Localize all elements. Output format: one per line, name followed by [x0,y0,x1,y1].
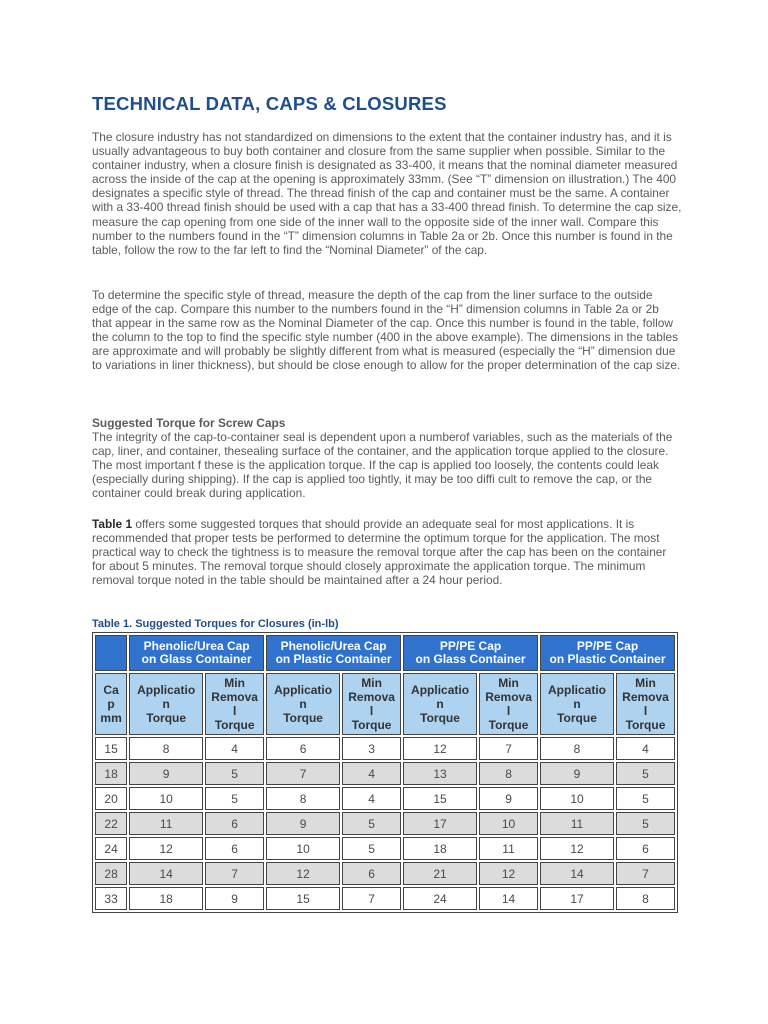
paragraph-table-intro [92,517,682,587]
table-cell: 12 [403,737,477,760]
cell-cap-size: 24 [95,837,127,860]
table-cell: 17 [403,812,477,835]
column-header-application-torque: Applicatio n Torque [540,673,614,735]
paragraph-table-intro-text: offers some suggested torques that should provide an adequate seal for most applications. It is recommended that proper tests be performed to determine the optimum torque for the application. The most practical way to check the tightness is to measure the removal torque after the cap has been on the container for about 5 minutes. The removal torque should closely approximate the application torque. The minimum removal torque noted in the table should be maintained after a 24 hour period. [92,517,667,588]
table-cell: 9 [129,762,203,785]
table-cell: 4 [342,762,401,785]
table-cell: 10 [129,787,203,810]
table-cell: 24 [403,887,477,910]
table-cell: 3 [342,737,401,760]
column-header-min-removal-torque: Min Remova l Torque [479,673,538,735]
section-heading-torque: Suggested Torque for Screw Caps [92,416,286,430]
table-cell: 5 [616,762,675,785]
group-header-pppe-plastic: PP/PE Cap on Plastic Container [540,635,675,671]
table-cell: 5 [205,762,264,785]
table-cell: 15 [266,887,340,910]
table-cell: 8 [540,737,614,760]
table-subheader-row [95,673,675,735]
table-cell: 6 [205,837,264,860]
table-cell: 4 [205,737,264,760]
table-cell: 10 [266,837,340,860]
paragraph-seal-integrity: The integrity of the cap-to-container seal is dependent upon a numberof variables, such as the materials of the cap, liner, and container, thesealing surface of the container, and the application torque applied to the closure. The most important f these is the application torque. If the cap is applied too loosely, the contents could leak (especially during shipping). If the cap is applied too tightly, it may be too diffi cult to remove the cap, or the container could break during application. [92,430,673,501]
table-cell: 9 [266,812,340,835]
table-cell: 6 [342,862,401,885]
column-header-application-torque: Applicatio n Torque [403,673,477,735]
table-cell: 5 [616,812,675,835]
page-title: TECHNICAL DATA, CAPS & CLOSURES [92,93,447,114]
table-row [95,812,675,835]
group-header-phenolic-plastic: Phenolic/Urea Cap on Plastic Container [266,635,401,671]
table-cell: 18 [403,837,477,860]
table-cell: 7 [479,737,538,760]
cell-cap-size: 22 [95,812,127,835]
table-cell: 5 [342,837,401,860]
table-cell: 7 [616,862,675,885]
table-cell: 10 [479,812,538,835]
table-cell: 11 [540,812,614,835]
table-cell: 5 [616,787,675,810]
table-cell: 6 [205,812,264,835]
table-cell: 18 [129,887,203,910]
table-reference: Table 1 [92,517,133,531]
table-row [95,787,675,810]
table-cell: 12 [266,862,340,885]
column-header-application-torque: Applicatio n Torque [129,673,203,735]
table-row [95,762,675,785]
column-header-min-removal-torque: Min Remova l Torque [616,673,675,735]
cell-cap-size: 15 [95,737,127,760]
table-cell: 8 [129,737,203,760]
column-header-cap-mm: Ca p mm [95,673,127,735]
table-body [95,737,675,910]
column-header-min-removal-torque: Min Remova l Torque [342,673,401,735]
table-cell: 8 [266,787,340,810]
table-cell: 6 [266,737,340,760]
table-cell: 9 [479,787,538,810]
table-row [95,862,675,885]
paragraph-thread-style: To determine the specific style of thread, measure the depth of the cap from the liner surface to the outside edge of the cap. Compare this number to the numbers found in the “H” dimension columns in Table 2a or 2b that appear in the same row as the Nominal Diameter of the cap. Once this number is found in the table, follow the column to the top to find the specific style number (400 in the above example). The dimensions in the tables are approximate and will probably be slightly different from what is measured (especially the “H” dimension due to variations in liner thickness), but should be close enough to allow for the proper determination of the cap size. [92,288,681,373]
table-cell: 11 [479,837,538,860]
cell-cap-size: 28 [95,862,127,885]
table-cell: 17 [540,887,614,910]
table-row [95,737,675,760]
paragraph-closure-standards: The closure industry has not standardized on dimensions to the extent that the container industry has, and it is usually advantageous to buy both container and closure from the same supplier when possible. Similar to the container industry, when a closure finish is designated as 33-400, it means that the nominal diameter measured across the inside of the cap at the opening is approximately 33mm. (See “T” dimension on illustration.) The 400 designates a specific style of thread. The thread finish of the cap and container must be the same. A container with a 33-400 thread finish should be used with a cap that has a 33-400 thread finish. To determine the cap size, measure the cap opening from one side of the inner wall to the opposite side of the inner wall. Compare this number to the numbers found in the “T” dimension columns in Table 2a or 2b. Once this number is found in the table, follow the row to the far left to find the “Nominal Diameter” of the cap. [92,130,682,257]
column-header-application-torque: Applicatio n Torque [266,673,340,735]
torque-table [92,632,678,913]
table-cell: 21 [403,862,477,885]
table-cell: 12 [129,837,203,860]
table-cell: 9 [540,762,614,785]
table-row [95,837,675,860]
group-header-pppe-glass: PP/PE Cap on Glass Container [403,635,538,671]
table-cell: 4 [616,737,675,760]
table-cell: 13 [403,762,477,785]
group-header-phenolic-glass: Phenolic/Urea Cap on Glass Container [129,635,264,671]
table-group-header-row [95,635,675,671]
table-cell: 8 [479,762,538,785]
table-cell: 14 [540,862,614,885]
table-cell: 12 [540,837,614,860]
table-cell: 6 [616,837,675,860]
table-corner-cell [95,635,127,671]
table-cell: 10 [540,787,614,810]
table-row [95,887,675,910]
table-cell: 5 [342,812,401,835]
table-caption: Table 1. Suggested Torques for Closures (in-lb) [92,618,339,630]
cell-cap-size: 33 [95,887,127,910]
table-cell: 5 [205,787,264,810]
table-cell: 11 [129,812,203,835]
table-cell: 8 [616,887,675,910]
table-cell: 4 [342,787,401,810]
table-cell: 14 [129,862,203,885]
table-cell: 9 [205,887,264,910]
cell-cap-size: 20 [95,787,127,810]
table-cell: 14 [479,887,538,910]
cell-cap-size: 18 [95,762,127,785]
table-cell: 7 [205,862,264,885]
table-cell: 12 [479,862,538,885]
table-cell: 15 [403,787,477,810]
table-cell: 7 [342,887,401,910]
table-cell: 7 [266,762,340,785]
column-header-min-removal-torque: Min Remova l Torque [205,673,264,735]
